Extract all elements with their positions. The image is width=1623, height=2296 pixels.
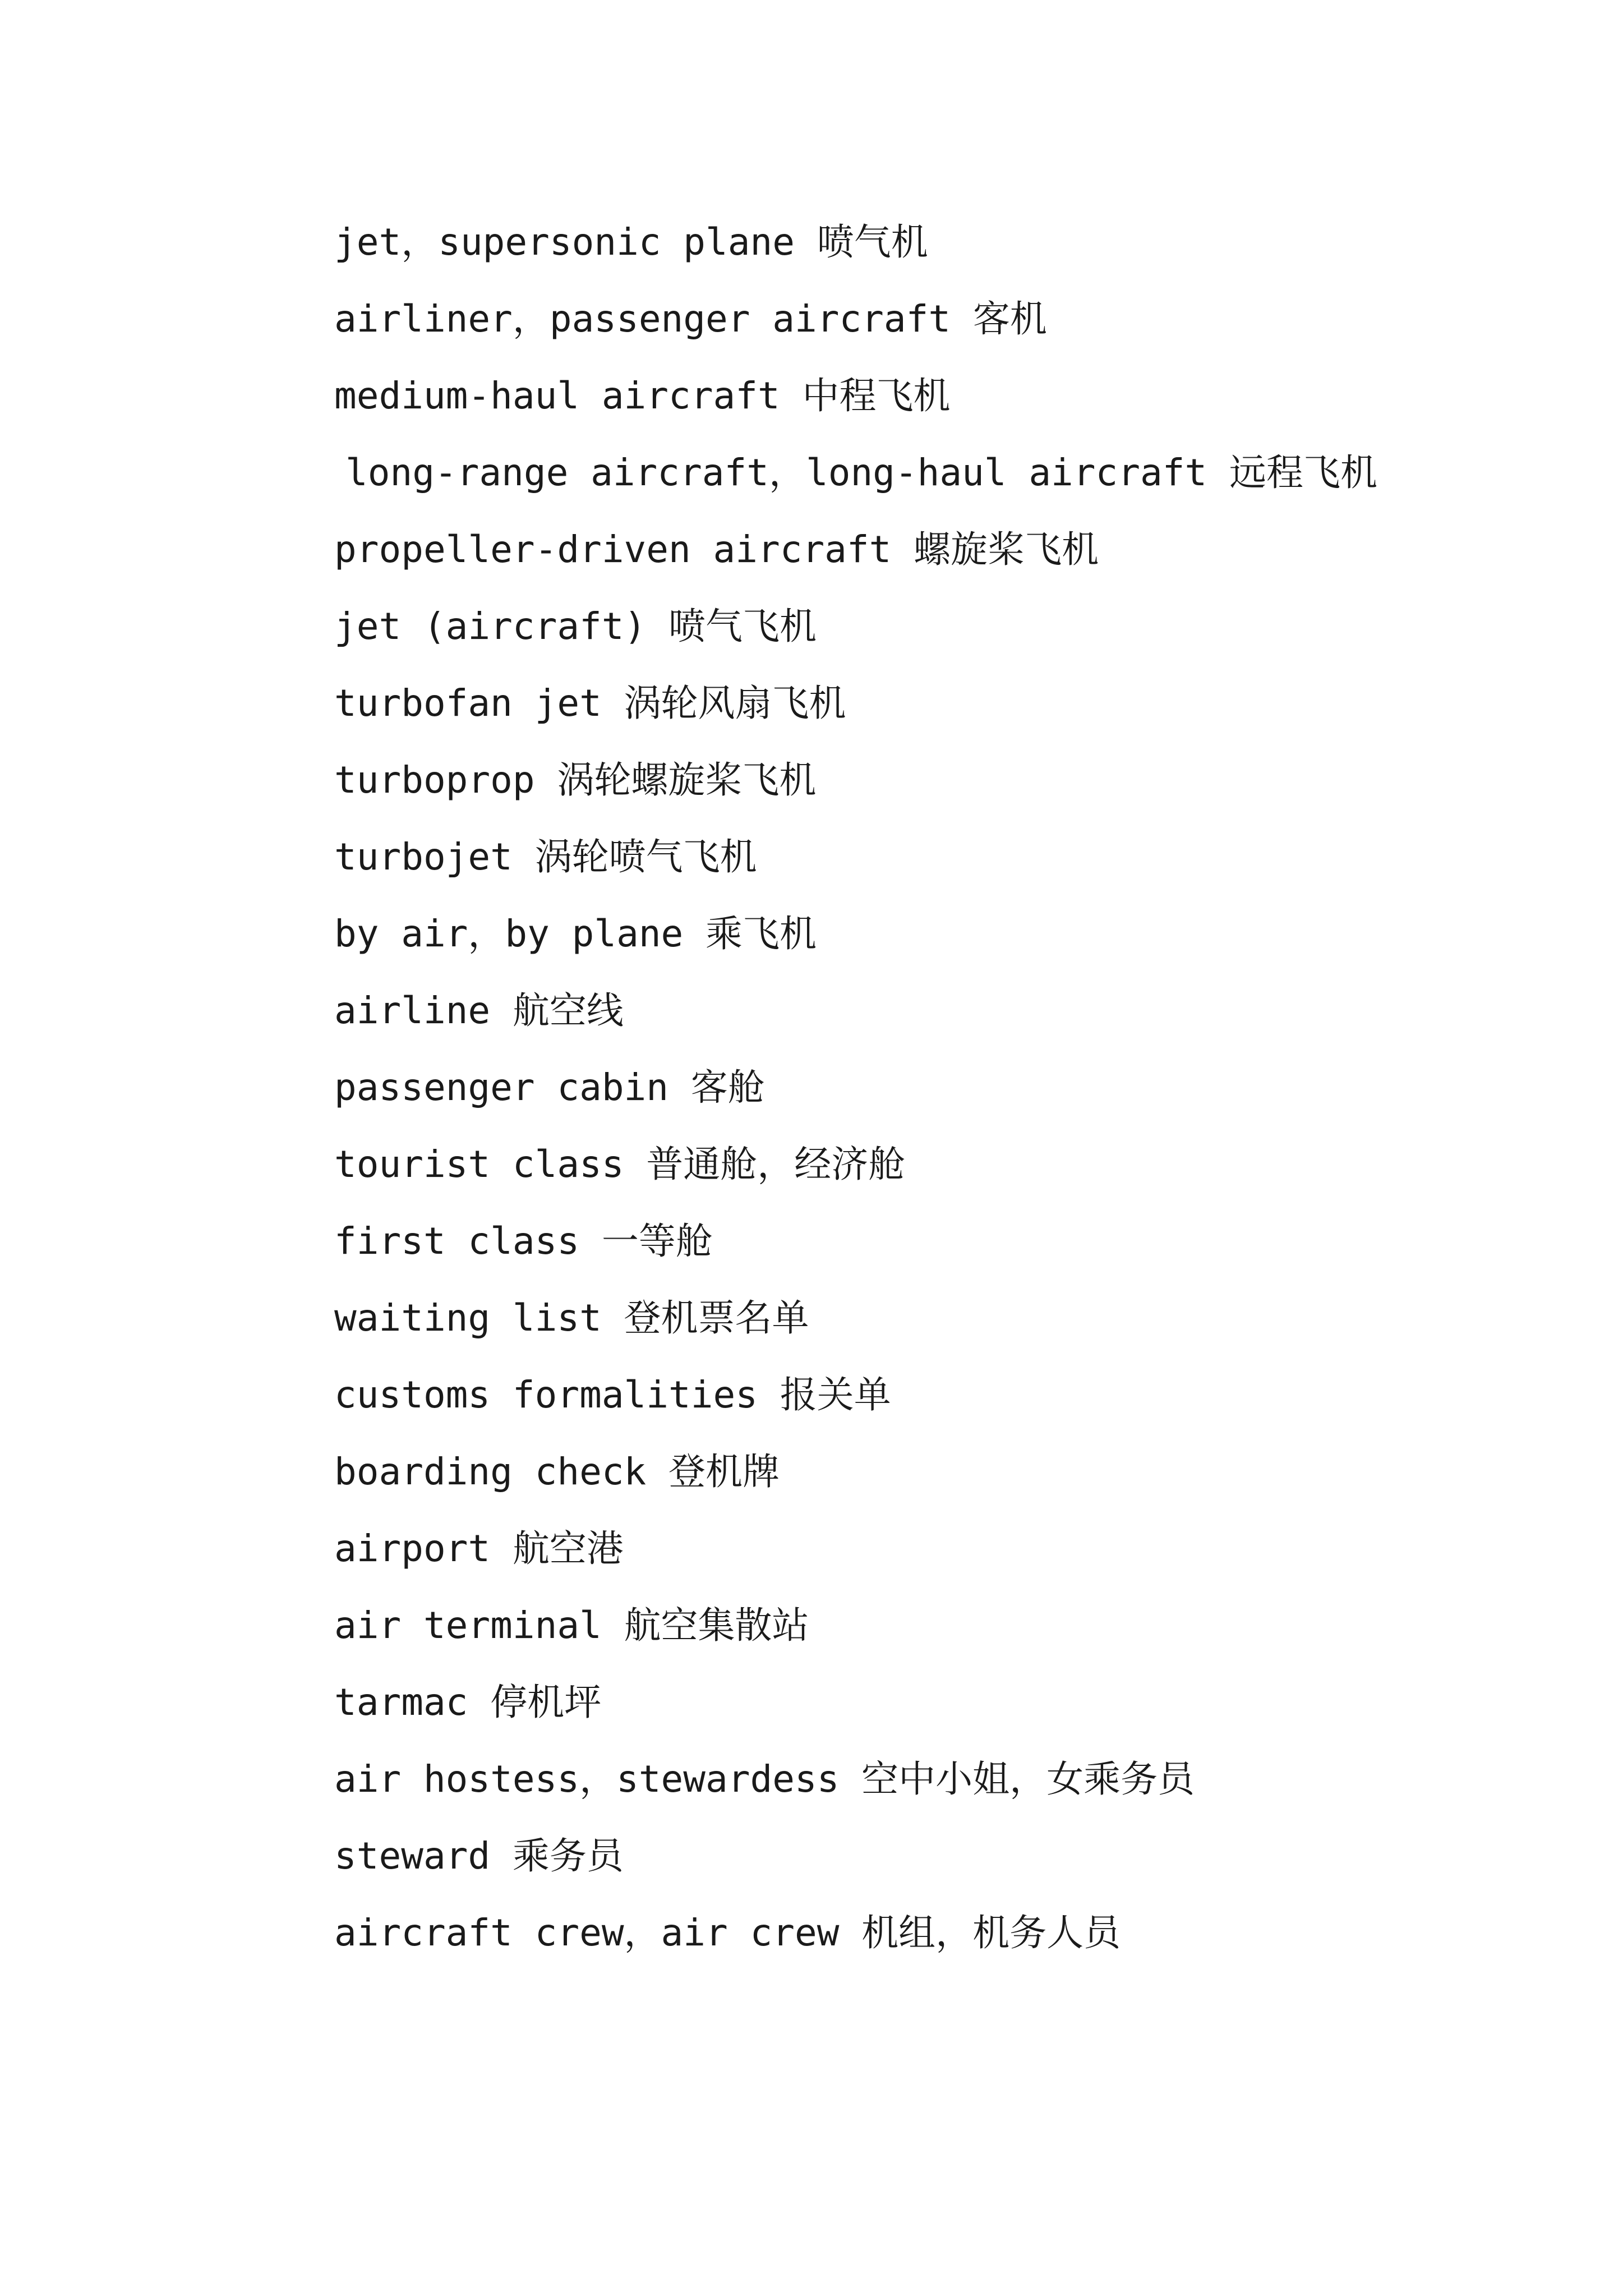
vocab-entry: medium-haul aircraft 中程飞机	[334, 374, 951, 417]
vocabulary-list	[250, 204, 1394, 1971]
vocab-entry: airliner，passenger aircraft 客机	[334, 297, 1047, 341]
vocab-entry: propeller-driven aircraft 螺旋桨飞机	[334, 528, 1099, 571]
vocab-entry: customs formalities 报关单	[334, 1373, 891, 1416]
vocab-entry: jet，supersonic plane 喷气机	[334, 220, 928, 264]
vocab-entry: by air，by plane 乘飞机	[334, 912, 817, 955]
vocab-entry: boarding check 登机牌	[334, 1450, 780, 1493]
vocab-entry: airport 航空港	[334, 1527, 624, 1570]
vocab-entry: jet (aircraft) 喷气飞机	[334, 605, 817, 648]
vocab-entry: aircraft crew，air crew 机组，机务人员	[334, 1911, 1121, 1954]
vocab-entry: turboprop 涡轮螺旋桨飞机	[334, 758, 817, 802]
vocab-entry: first class 一等舱	[334, 1220, 713, 1263]
vocab-entry: steward 乘务员	[334, 1834, 624, 1878]
vocab-entry: tourist class 普通舱，经济舱	[334, 1143, 906, 1186]
vocab-entry: passenger cabin 客舱	[334, 1066, 765, 1109]
vocab-entry: airline 航空线	[334, 989, 624, 1032]
vocab-entry: turbofan jet 涡轮风扇飞机	[334, 682, 846, 725]
vocab-entry: air terminal 航空集散站	[334, 1604, 809, 1647]
vocab-entry: long-range aircraft，long-haul aircraft 远程飞机	[345, 451, 1377, 494]
vocab-entry: tarmac 停机坪	[334, 1681, 602, 1724]
vocab-entry: waiting list 登机票名单	[334, 1296, 809, 1340]
vocab-entry: air hostess，stewardess 空中小姐，女乘务员	[334, 1757, 1195, 1801]
vocab-entry: turbojet 涡轮喷气飞机	[334, 835, 757, 878]
